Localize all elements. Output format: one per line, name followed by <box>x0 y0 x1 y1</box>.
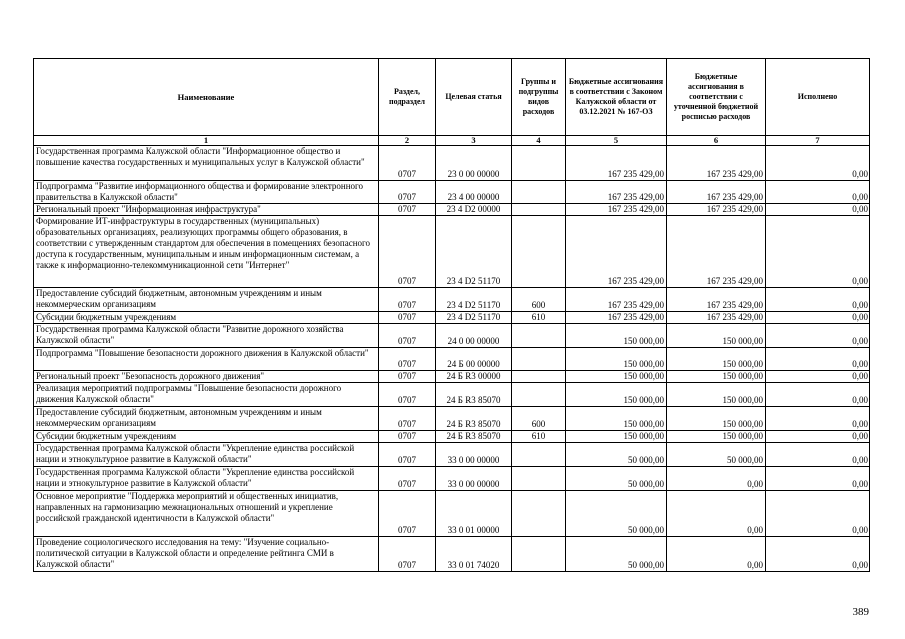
column-number: 3 <box>436 136 512 146</box>
row-budget-revised: 0,00 <box>667 491 766 537</box>
row-budget-law: 50 000,00 <box>566 537 667 572</box>
row-budget-revised: 150 000,00 <box>667 431 766 443</box>
table-row <box>34 324 870 348</box>
row-target-article: 23 4 00 00000 <box>436 181 512 204</box>
row-name: Формирование ИТ-инфраструктуры в государственных (муниципальных) образовательных организациях, реализующих программы общего образования, в соответствии с утвержденным стандартом для обеспечения в помещениях безопасного доступа к государственным, муниципальным и иным информационным системам, а также к информационно-телекоммуникационной сети "Интернет" <box>34 216 379 288</box>
column-number-row <box>34 136 870 146</box>
row-target-article: 23 4 D2 51170 <box>436 312 512 324</box>
row-section: 0707 <box>379 181 436 204</box>
column-number: 6 <box>667 136 766 146</box>
row-budget-revised: 167 235 429,00 <box>667 146 766 181</box>
row-executed: 0,00 <box>766 443 870 467</box>
table-row <box>34 407 870 431</box>
row-expense-group: 610 <box>512 312 566 324</box>
row-target-article: 24 Б R3 85070 <box>436 431 512 443</box>
row-section: 0707 <box>379 431 436 443</box>
row-executed: 0,00 <box>766 216 870 288</box>
row-budget-revised: 150 000,00 <box>667 407 766 431</box>
row-name: Государственная программа Калужской области "Информационное общество и повышение качества государственных и муниципальных услуг в Калужской области" <box>34 146 379 181</box>
row-budget-revised: 150 000,00 <box>667 348 766 371</box>
row-section: 0707 <box>379 371 436 383</box>
table-header <box>34 59 870 146</box>
table-row <box>34 348 870 371</box>
row-budget-law: 167 235 429,00 <box>566 204 667 216</box>
row-budget-law: 167 235 429,00 <box>566 216 667 288</box>
row-target-article: 24 Б R3 85070 <box>436 407 512 431</box>
row-name: Государственная программа Калужской области "Укрепление единства российской нации и этнокультурное развитие в Калужской области" <box>34 467 379 491</box>
row-executed: 0,00 <box>766 467 870 491</box>
row-section: 0707 <box>379 288 436 312</box>
header-section: Раздел, подраздел <box>379 59 436 136</box>
row-budget-law: 167 235 429,00 <box>566 181 667 204</box>
row-target-article: 23 4 D2 00000 <box>436 204 512 216</box>
row-budget-revised: 50 000,00 <box>667 443 766 467</box>
row-expense-group: 600 <box>512 407 566 431</box>
row-expense-group <box>512 443 566 467</box>
row-budget-revised: 167 235 429,00 <box>667 288 766 312</box>
row-executed: 0,00 <box>766 431 870 443</box>
row-name: Региональный проект "Безопасность дорожного движения" <box>34 371 379 383</box>
row-expense-group <box>512 371 566 383</box>
row-name: Государственная программа Калужской области "Развитие дорожного хозяйства Калужской области" <box>34 324 379 348</box>
header-budget-law: Бюджетные ассигнования в соответствии с Законом Калужской области от 03.12.2021 № 167-ОЗ <box>566 59 667 136</box>
row-budget-law: 167 235 429,00 <box>566 312 667 324</box>
row-target-article: 24 Б R3 00000 <box>436 371 512 383</box>
table-row <box>34 312 870 324</box>
row-executed: 0,00 <box>766 383 870 407</box>
row-expense-group: 600 <box>512 288 566 312</box>
row-executed: 0,00 <box>766 537 870 572</box>
row-name: Предоставление субсидий бюджетным, автономным учреждениям и иным некоммерческим организациям <box>34 407 379 431</box>
row-expense-group <box>512 146 566 181</box>
table-row <box>34 371 870 383</box>
row-budget-law: 167 235 429,00 <box>566 146 667 181</box>
row-name: Субсидии бюджетным учреждениям <box>34 312 379 324</box>
column-number: 5 <box>566 136 667 146</box>
row-budget-revised: 150 000,00 <box>667 324 766 348</box>
row-name: Реализация мероприятий подпрограммы "Повышение безопасности дорожного движения Калужской области" <box>34 383 379 407</box>
row-executed: 0,00 <box>766 348 870 371</box>
row-expense-group <box>512 537 566 572</box>
row-executed: 0,00 <box>766 491 870 537</box>
row-budget-law: 167 235 429,00 <box>566 288 667 312</box>
row-target-article: 24 Б R3 85070 <box>436 383 512 407</box>
row-target-article: 33 0 00 00000 <box>436 467 512 491</box>
row-name: Предоставление субсидий бюджетным, автономным учреждениям и иным некоммерческим организациям <box>34 288 379 312</box>
row-section: 0707 <box>379 443 436 467</box>
row-budget-revised: 167 235 429,00 <box>667 312 766 324</box>
row-name: Субсидии бюджетным учреждениям <box>34 431 379 443</box>
row-budget-law: 150 000,00 <box>566 348 667 371</box>
row-budget-law: 150 000,00 <box>566 407 667 431</box>
row-target-article: 33 0 01 74020 <box>436 537 512 572</box>
column-number: 1 <box>34 136 379 146</box>
row-target-article: 24 Б 00 00000 <box>436 348 512 371</box>
row-expense-group <box>512 204 566 216</box>
row-section: 0707 <box>379 216 436 288</box>
row-section: 0707 <box>379 204 436 216</box>
row-section: 0707 <box>379 312 436 324</box>
row-budget-law: 50 000,00 <box>566 491 667 537</box>
header-name: Наименование <box>34 59 379 136</box>
row-budget-revised: 150 000,00 <box>667 371 766 383</box>
row-target-article: 23 4 D2 51170 <box>436 288 512 312</box>
row-name: Проведение социологического исследования на тему: "Изучение социально-политической ситуации в Калужской области и определение рейтинга СМИ в Калужской области" <box>34 537 379 572</box>
row-expense-group <box>512 324 566 348</box>
row-expense-group <box>512 491 566 537</box>
row-target-article: 24 0 00 00000 <box>436 324 512 348</box>
table-row <box>34 383 870 407</box>
row-expense-group <box>512 467 566 491</box>
row-name: Подпрограмма "Развитие информационного общества и формирование электронного правительства в Калужской области" <box>34 181 379 204</box>
table-row <box>34 216 870 288</box>
row-budget-revised: 0,00 <box>667 467 766 491</box>
row-name: Государственная программа Калужской области "Укрепление единства российской нации и этнокультурное развитие в Калужской области" <box>34 443 379 467</box>
table-row <box>34 431 870 443</box>
row-name: Региональный проект "Информационная инфраструктура" <box>34 204 379 216</box>
row-section: 0707 <box>379 324 436 348</box>
row-section: 0707 <box>379 491 436 537</box>
row-target-article: 23 0 00 00000 <box>436 146 512 181</box>
row-expense-group: 610 <box>512 431 566 443</box>
table-row <box>34 181 870 204</box>
column-number: 7 <box>766 136 870 146</box>
table-row <box>34 491 870 537</box>
row-executed: 0,00 <box>766 181 870 204</box>
header-budget-revised: Бюджетные ассигнования в соответствии с уточненной бюджетной росписью расходов <box>667 59 766 136</box>
row-expense-group <box>512 383 566 407</box>
row-budget-law: 150 000,00 <box>566 383 667 407</box>
row-section: 0707 <box>379 407 436 431</box>
table-row <box>34 146 870 181</box>
table-row <box>34 467 870 491</box>
table-body <box>34 146 870 572</box>
table-row <box>34 288 870 312</box>
row-budget-revised: 0,00 <box>667 537 766 572</box>
row-expense-group <box>512 216 566 288</box>
budget-table <box>33 58 870 572</box>
row-executed: 0,00 <box>766 324 870 348</box>
row-expense-group <box>512 348 566 371</box>
row-section: 0707 <box>379 537 436 572</box>
row-expense-group <box>512 181 566 204</box>
row-budget-revised: 167 235 429,00 <box>667 181 766 204</box>
header-row <box>34 59 870 136</box>
row-section: 0707 <box>379 383 436 407</box>
header-expense-groups: Группы и подгруппы видов расходов <box>512 59 566 136</box>
row-executed: 0,00 <box>766 288 870 312</box>
row-budget-revised: 167 235 429,00 <box>667 204 766 216</box>
row-budget-revised: 167 235 429,00 <box>667 216 766 288</box>
row-target-article: 33 0 01 00000 <box>436 491 512 537</box>
row-executed: 0,00 <box>766 146 870 181</box>
column-number: 4 <box>512 136 566 146</box>
row-executed: 0,00 <box>766 371 870 383</box>
header-target-article: Целевая статья <box>436 59 512 136</box>
row-budget-law: 50 000,00 <box>566 467 667 491</box>
page-number: 389 <box>852 606 869 618</box>
column-number: 2 <box>379 136 436 146</box>
table-row <box>34 443 870 467</box>
row-target-article: 23 4 D2 51170 <box>436 216 512 288</box>
row-budget-law: 150 000,00 <box>566 431 667 443</box>
row-budget-revised: 150 000,00 <box>667 383 766 407</box>
table-row <box>34 537 870 572</box>
row-section: 0707 <box>379 348 436 371</box>
table-row <box>34 204 870 216</box>
row-executed: 0,00 <box>766 204 870 216</box>
row-section: 0707 <box>379 467 436 491</box>
row-name: Подпрограмма "Повышение безопасности дорожного движения в Калужской области" <box>34 348 379 371</box>
row-budget-law: 50 000,00 <box>566 443 667 467</box>
row-target-article: 33 0 00 00000 <box>436 443 512 467</box>
row-executed: 0,00 <box>766 407 870 431</box>
row-name: Основное мероприятие "Поддержка мероприятий и общественных инициатив, направленных на гармонизацию межнациональных отношений и укрепление российской гражданской идентичности в Калужской области" <box>34 491 379 537</box>
row-budget-law: 150 000,00 <box>566 371 667 383</box>
row-budget-law: 150 000,00 <box>566 324 667 348</box>
header-executed: Исполнено <box>766 59 870 136</box>
row-executed: 0,00 <box>766 312 870 324</box>
row-section: 0707 <box>379 146 436 181</box>
